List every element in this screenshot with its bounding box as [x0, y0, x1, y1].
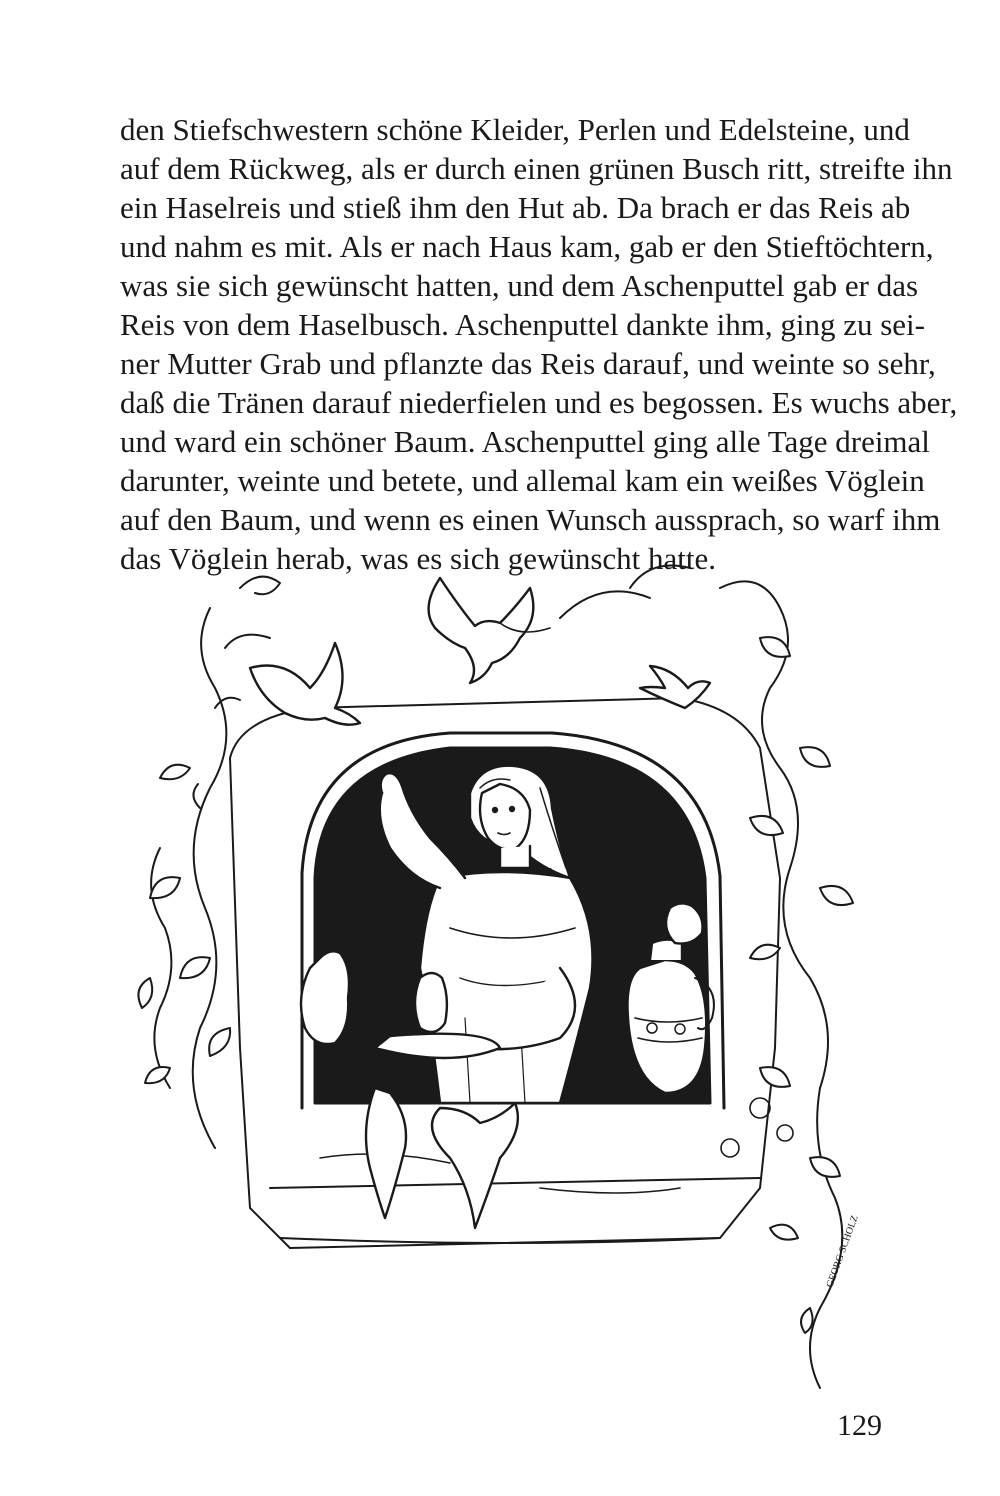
artist-signature: GEORG SCHOLZ	[824, 1213, 861, 1290]
text-line: ein Haselreis und stieß ihm den Hut ab. Da brach er das Reis ab	[120, 190, 911, 225]
text-line: und ward ein schöner Baum. Aschenputtel ging alle Tage dreimal	[120, 424, 930, 459]
text-line: ner Mutter Grab und pflanzte das Reis darauf, und weinte so sehr,	[120, 346, 936, 381]
text-line: den Stiefschwestern schöne Kleider, Perlen und Edelsteine, und	[120, 112, 910, 147]
text-line: das Vöglein herab, was es sich gewünscht hatte.	[120, 541, 717, 576]
text-line: Reis von dem Haselbusch. Aschenputtel dankte ihm, ging zu sei-	[120, 307, 925, 342]
page-number: 129	[837, 1409, 882, 1442]
text-line: was sie sich gewünscht hatten, und dem Aschenputtel gab er das	[120, 268, 919, 303]
flying-dove-left	[250, 643, 360, 725]
text-line: auf den Baum, und wenn es einen Wunsch aussprach, so warf ihm	[120, 502, 941, 537]
text-line: und nahm es mit. Als er nach Haus kam, gab er den Stieftöchtern,	[120, 229, 934, 264]
body-paragraph	[120, 110, 958, 578]
text-line: daß die Tränen darauf niederfielen und es begossen. Es wuchs aber,	[120, 385, 958, 420]
flying-dove-top	[429, 578, 550, 683]
text-line: darunter, weinte und betete, und allemal kam ein weißes Vöglein	[120, 463, 925, 498]
grapevine-left	[138, 577, 280, 1148]
woodcut-illustration	[120, 548, 880, 1398]
text-line: auf dem Rückweg, als er durch einen grünen Busch ritt, streifte ihn	[120, 151, 953, 186]
